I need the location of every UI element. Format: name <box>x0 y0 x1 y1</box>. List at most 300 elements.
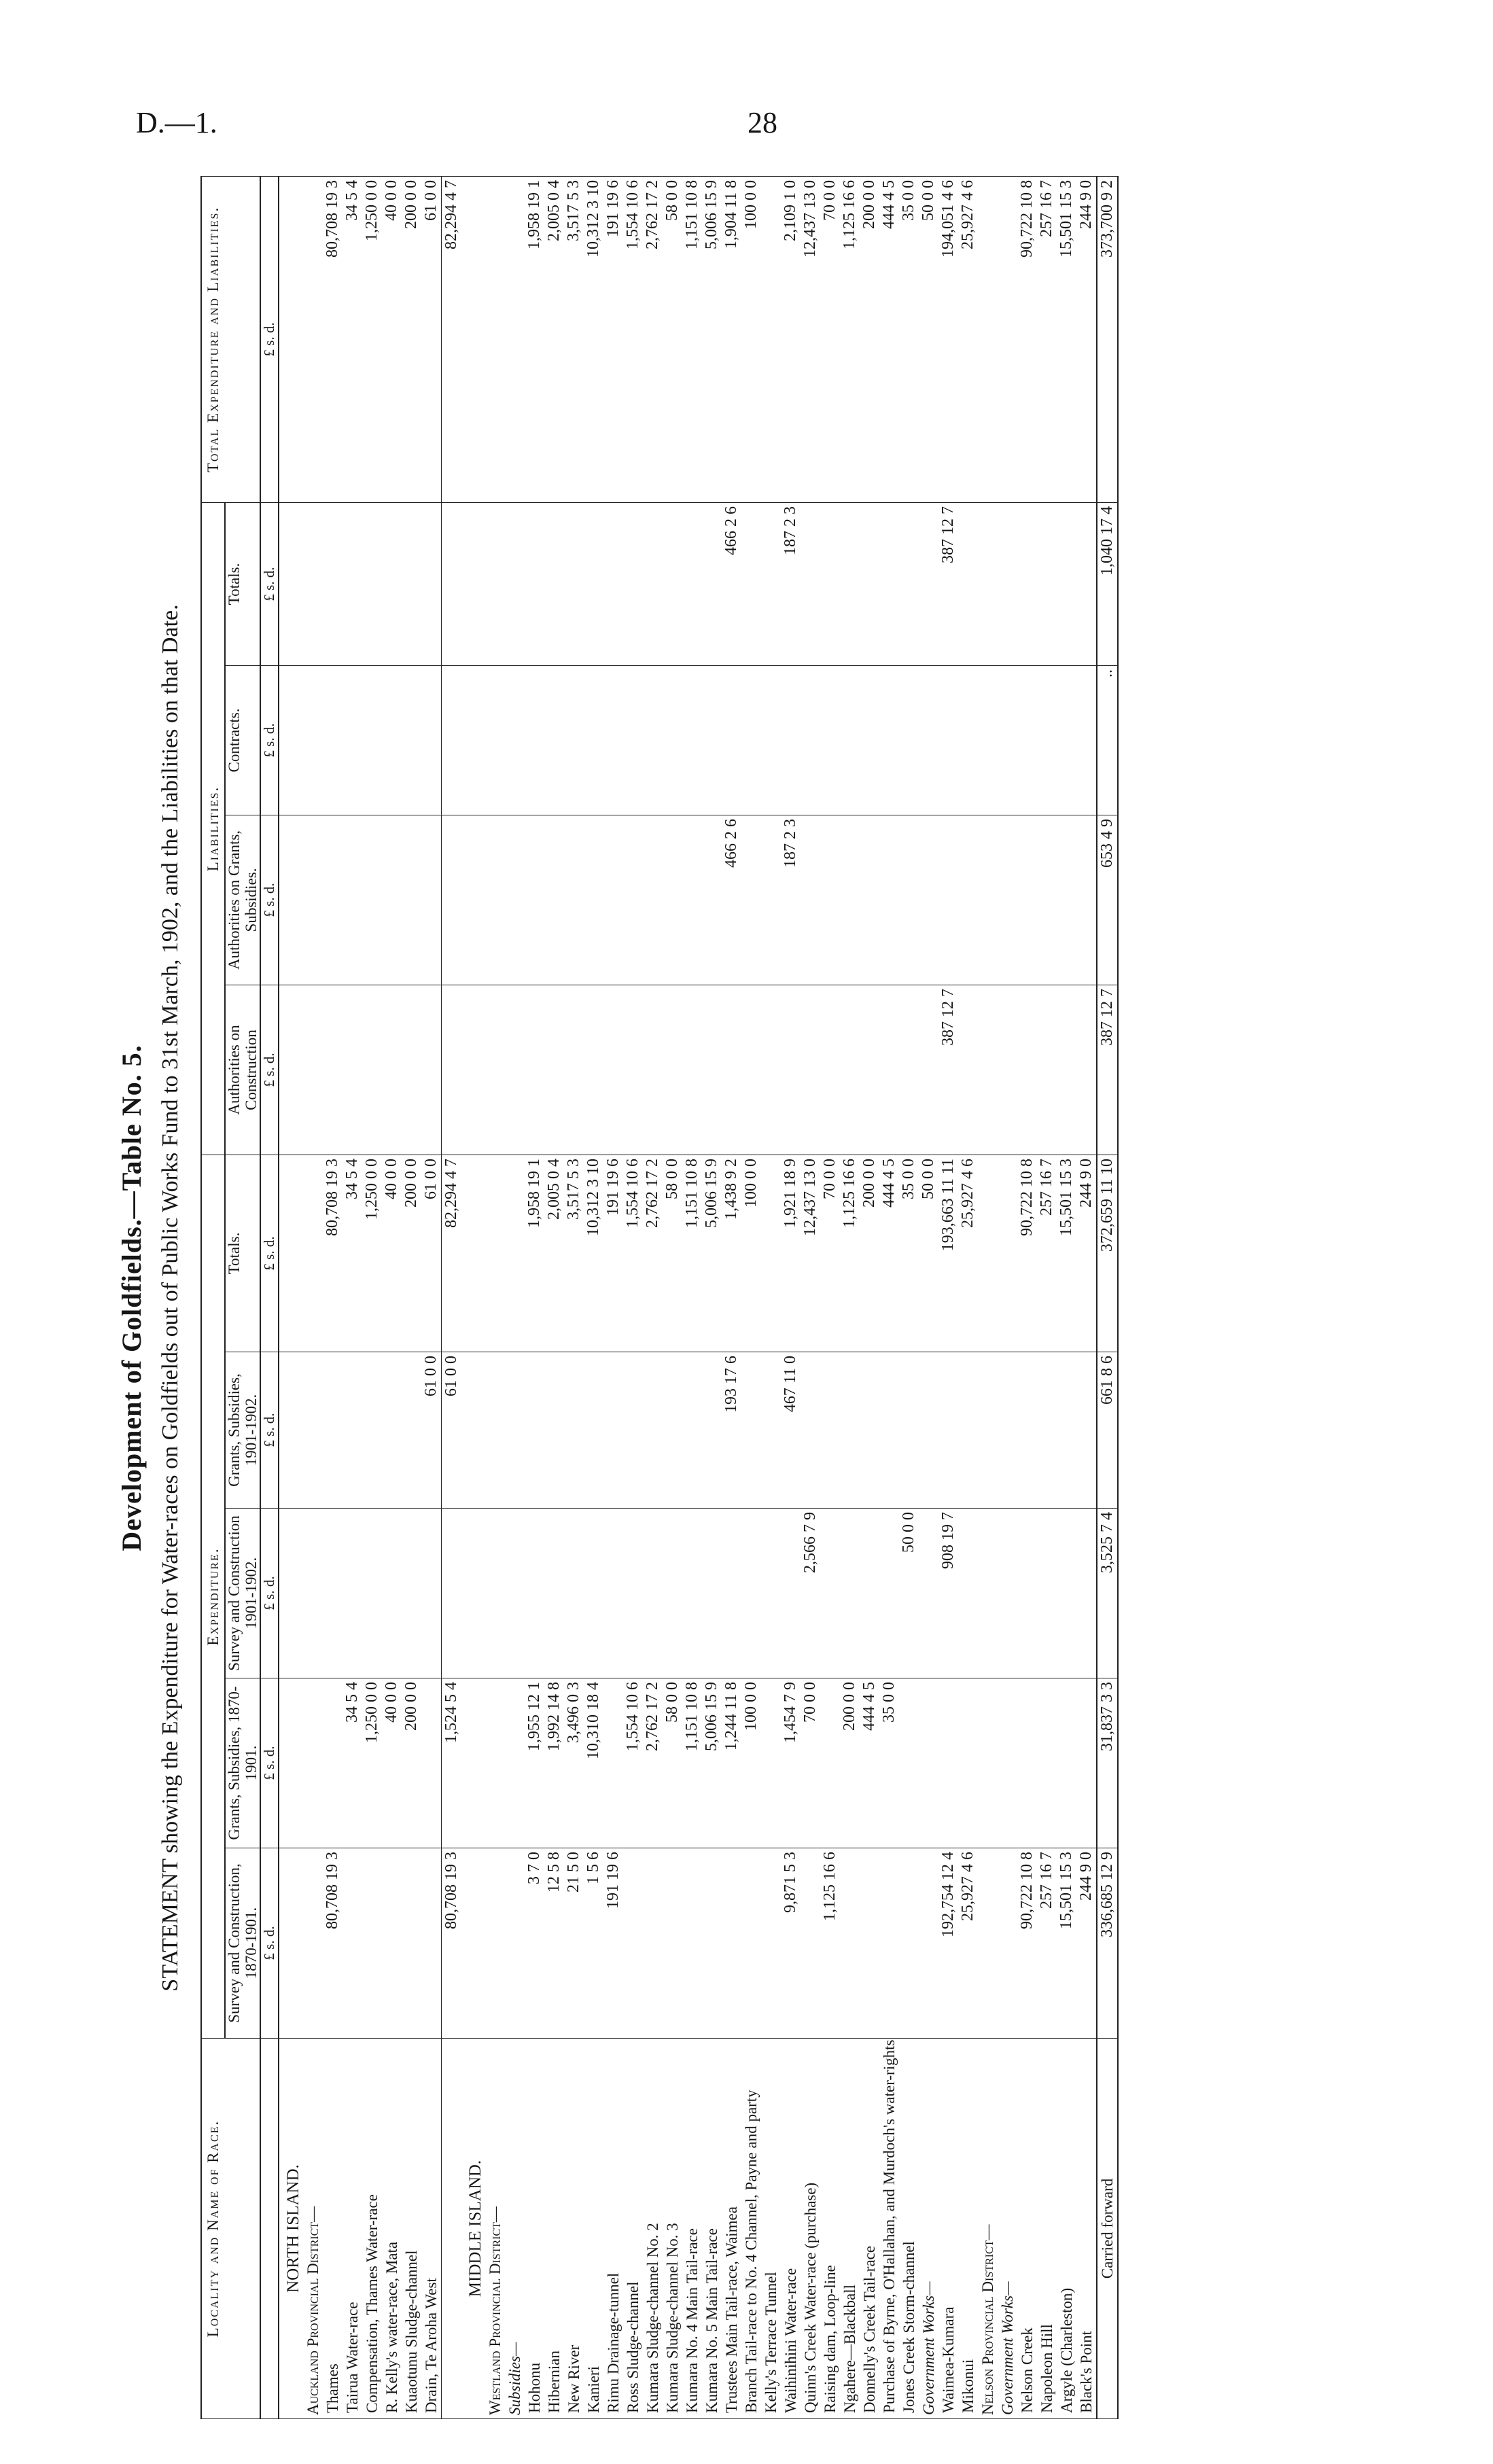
cell-c5: 80,708 19 3 <box>323 1155 342 1352</box>
cell-c10: 200 0 0 <box>860 176 879 502</box>
cell-c9 <box>402 502 421 665</box>
island-row <box>279 176 303 2418</box>
cell-c6 <box>919 985 938 1155</box>
cell-c1 <box>860 1848 879 2039</box>
cell-c10: 61 0 0 <box>421 176 442 502</box>
cell-c9 <box>879 502 899 665</box>
cell-c2: 31,837 3 3 <box>1097 1678 1118 1848</box>
cell-c5: 5,006 15 9 <box>702 1155 722 1352</box>
cell-c5 <box>279 1155 303 1352</box>
cell-c5: 70 0 0 <box>820 1155 840 1352</box>
cell-c6 <box>402 985 421 1155</box>
cell-c2: 200 0 0 <box>402 1678 421 1848</box>
row-label: Ross Sludge-channel <box>623 2039 643 2419</box>
cell-c7 <box>442 815 462 985</box>
cell-c8 <box>461 665 485 815</box>
unit-label: £ s. d. <box>260 502 279 665</box>
cell-c7 <box>978 815 998 985</box>
header-authorities-grants: Authorities on Grants, Subsidies. <box>225 815 260 985</box>
cell-c9: 187 2 3 <box>781 502 801 665</box>
row-label: Subsidies— <box>505 2039 525 2419</box>
cell-c7 <box>899 815 919 985</box>
cell-c9: 387 12 7 <box>938 502 958 665</box>
page-header <box>136 105 1357 146</box>
cell-c3 <box>722 1509 741 1678</box>
cell-c3 <box>682 1509 702 1678</box>
cell-c8 <box>761 665 781 815</box>
cell-c1 <box>421 1848 442 2039</box>
row-label: Quinn's Creek Water-race (purchase) <box>801 2039 820 2419</box>
cell-c2 <box>323 1678 342 1848</box>
cell-c8 <box>781 665 801 815</box>
cell-c2 <box>603 1678 623 1848</box>
row-label: Nelson Provincial District— <box>978 2039 998 2419</box>
cell-c7 <box>761 815 781 985</box>
row-label: Kelly's Terrace Tunnel <box>761 2039 781 2419</box>
cell-c5: 2,762 17 2 <box>643 1155 663 1352</box>
cell-c4 <box>279 1352 303 1509</box>
cell-c9 <box>998 502 1017 665</box>
cell-c1 <box>402 1848 421 2039</box>
cell-c8 <box>362 665 382 815</box>
cell-c7 <box>544 815 564 985</box>
cell-c6 <box>525 985 544 1155</box>
cell-c10: 1,151 10 8 <box>682 176 702 502</box>
row-label: Nelson Creek <box>1017 2039 1037 2419</box>
table-row <box>879 176 899 2418</box>
cell-c9 <box>544 502 564 665</box>
cell-c10: 15,501 15 3 <box>1057 176 1076 502</box>
cell-c2: 1,244 11 8 <box>722 1678 741 1848</box>
cell-c6 <box>978 985 998 1155</box>
cell-c5: 12,437 13 0 <box>801 1155 820 1352</box>
cell-c10 <box>998 176 1017 502</box>
cell-c2: 3,496 0 3 <box>564 1678 584 1848</box>
cell-c6 <box>860 985 879 1155</box>
cell-c6 <box>279 985 303 1155</box>
cell-c10: 1,250 0 0 <box>362 176 382 502</box>
cell-c6 <box>303 985 323 1155</box>
cell-c2: 100 0 0 <box>741 1678 761 1848</box>
cell-c2: 40 0 0 <box>382 1678 402 1848</box>
cell-c2 <box>958 1678 978 1848</box>
cell-c2: 444 4 5 <box>860 1678 879 1848</box>
cell-c5: 257 16 7 <box>1037 1155 1057 1352</box>
row-label: Kuaotunu Sludge-channel <box>402 2039 421 2419</box>
cell-c5 <box>485 1155 505 1352</box>
cell-c7 <box>623 815 643 985</box>
cell-c7 <box>421 815 442 985</box>
cell-c3 <box>584 1509 603 1678</box>
cell-c2 <box>938 1678 958 1848</box>
table-row <box>525 176 544 2418</box>
header-expenditure-totals: Totals. <box>225 1155 260 1352</box>
cell-c6 <box>899 985 919 1155</box>
cell-c4 <box>978 1352 998 1509</box>
cell-c1 <box>279 1848 303 2039</box>
cell-c10: 244 9 0 <box>1076 176 1097 502</box>
table-row <box>1017 176 1037 2418</box>
cell-c4: 467 11 0 <box>781 1352 801 1509</box>
cell-c1: 25,927 4 6 <box>958 1848 978 2039</box>
cell-c4 <box>303 1352 323 1509</box>
cell-c6 <box>584 985 603 1155</box>
table-row <box>362 176 382 2418</box>
cell-c3 <box>1057 1509 1076 1678</box>
cell-c4: 61 0 0 <box>421 1352 442 1509</box>
cell-c7 <box>998 815 1017 985</box>
cell-c7 <box>485 815 505 985</box>
table-row <box>820 176 840 2418</box>
table-row <box>840 176 860 2418</box>
cell-c6 <box>682 985 702 1155</box>
cell-c7 <box>505 815 525 985</box>
cell-c8 <box>603 665 623 815</box>
row-label: Kumara Sludge-channel No. 2 <box>643 2039 663 2419</box>
row-label: Waihinihini Water-race <box>781 2039 801 2419</box>
cell-c8 <box>1057 665 1076 815</box>
cell-c1: 3 7 0 <box>525 1848 544 2039</box>
cell-c1 <box>919 1848 938 2039</box>
header-locality: Locality and Name of Race. <box>201 2039 260 2419</box>
cell-c1 <box>303 1848 323 2039</box>
cell-c10: 2,005 0 4 <box>544 176 564 502</box>
cell-c8 <box>564 665 584 815</box>
cell-c3 <box>485 1509 505 1678</box>
header-grants-1870: Grants, Subsidies, 1870-1901. <box>225 1678 260 1848</box>
cell-c9 <box>663 502 682 665</box>
cell-c2 <box>998 1678 1017 1848</box>
cell-c9 <box>978 502 998 665</box>
island-row <box>461 176 485 2418</box>
cell-c5: 193,663 11 11 <box>938 1155 958 1352</box>
district-row <box>303 176 323 2418</box>
cell-c8 <box>1037 665 1057 815</box>
cell-c6 <box>741 985 761 1155</box>
cell-c9: 466 2 6 <box>722 502 741 665</box>
water-race-expenditure-table <box>200 176 1119 2419</box>
unit-label: £ s. d. <box>260 176 279 502</box>
cell-c1: 192,754 12 4 <box>938 1848 958 2039</box>
cell-c3 <box>544 1509 564 1678</box>
cell-c2 <box>485 1678 505 1848</box>
cell-c7 <box>741 815 761 985</box>
cell-c5: 200 0 0 <box>402 1155 421 1352</box>
cell-c8 <box>682 665 702 815</box>
cell-c4 <box>1017 1352 1037 1509</box>
cell-c4 <box>899 1352 919 1509</box>
cell-c4 <box>382 1352 402 1509</box>
cell-c1: 1,125 16 6 <box>820 1848 840 2039</box>
cell-c9 <box>919 502 938 665</box>
cell-c9 <box>303 502 323 665</box>
cell-c2 <box>919 1678 938 1848</box>
cell-c2: 70 0 0 <box>801 1678 820 1848</box>
cell-c9 <box>682 502 702 665</box>
cell-c8 <box>722 665 741 815</box>
cell-c1 <box>998 1848 1017 2039</box>
cell-c2: 35 0 0 <box>879 1678 899 1848</box>
cell-c9: 1,040 17 4 <box>1097 502 1118 665</box>
cell-c2: 1,454 7 9 <box>781 1678 801 1848</box>
cell-c5: 3,517 5 3 <box>564 1155 584 1352</box>
cell-c8: .. <box>1097 665 1118 815</box>
cell-c2 <box>1076 1678 1097 1848</box>
cell-c9 <box>421 502 442 665</box>
cell-c6 <box>1057 985 1076 1155</box>
cell-c1: 257 16 7 <box>1037 1848 1057 2039</box>
cell-c4 <box>323 1352 342 1509</box>
row-label <box>442 2039 462 2419</box>
cf-row <box>1097 176 1118 2418</box>
cell-c8 <box>860 665 879 815</box>
cell-c10: 1,554 10 6 <box>623 176 643 502</box>
cell-c3 <box>564 1509 584 1678</box>
cell-c3 <box>1017 1509 1037 1678</box>
cell-c10 <box>978 176 998 502</box>
cell-c6 <box>761 985 781 1155</box>
cell-c9 <box>1076 502 1097 665</box>
table-row <box>761 176 781 2418</box>
cell-c3 <box>603 1509 623 1678</box>
cell-c1: 21 5 0 <box>564 1848 584 2039</box>
cell-c8 <box>584 665 603 815</box>
cell-c9 <box>860 502 879 665</box>
cell-c2: 1,524 5 4 <box>442 1678 462 1848</box>
cell-c9 <box>801 502 820 665</box>
cell-c10: 444 4 5 <box>879 176 899 502</box>
row-label: Thames <box>323 2039 342 2419</box>
cell-c9 <box>899 502 919 665</box>
cell-c5 <box>303 1155 323 1352</box>
cell-c10: 50 0 0 <box>919 176 938 502</box>
cell-c8 <box>442 665 462 815</box>
cell-c10: 1,958 19 1 <box>525 176 544 502</box>
cell-c4: 661 8 6 <box>1097 1352 1118 1509</box>
cell-c1 <box>362 1848 382 2039</box>
header-expenditure-group: Expenditure. <box>201 1155 225 2038</box>
cell-c10: 2,109 1 0 <box>781 176 801 502</box>
cell-c2: 10,310 18 4 <box>584 1678 603 1848</box>
cell-c6 <box>485 985 505 1155</box>
cell-c5: 200 0 0 <box>860 1155 879 1352</box>
cell-c4 <box>682 1352 702 1509</box>
cell-c6 <box>342 985 362 1155</box>
row-label: Trustees Main Tail-race, Waimea <box>722 2039 741 2419</box>
cell-c3: 908 19 7 <box>938 1509 958 1678</box>
cell-c4 <box>402 1352 421 1509</box>
cell-c3 <box>919 1509 938 1678</box>
table-row <box>722 176 741 2418</box>
table-subtitle: STATEMENT showing the Expenditure for Water-races on Goldfields out of Public Works Fund to 31st March, 1902, and the Liabilities on that Date. <box>158 604 183 1992</box>
cell-c2: 5,006 15 9 <box>702 1678 722 1848</box>
cell-c3 <box>860 1509 879 1678</box>
table-row <box>741 176 761 2418</box>
cell-c4 <box>584 1352 603 1509</box>
cell-c8 <box>643 665 663 815</box>
cell-c10: 90,722 10 8 <box>1017 176 1037 502</box>
cell-c2 <box>899 1678 919 1848</box>
row-label: Raising dam, Loop-line <box>820 2039 840 2419</box>
cell-c6 <box>781 985 801 1155</box>
header-grants-1901: Grants, Subsidies, 1901-1902. <box>225 1352 260 1509</box>
row-label: New River <box>564 2039 584 2419</box>
cell-c1 <box>722 1848 741 2039</box>
cell-c3 <box>323 1509 342 1678</box>
cell-c9 <box>1057 502 1076 665</box>
cell-c10: 2,762 17 2 <box>643 176 663 502</box>
cell-c7 <box>382 815 402 985</box>
cell-c2: 1,151 10 8 <box>682 1678 702 1848</box>
cell-c9 <box>741 502 761 665</box>
cell-c4 <box>485 1352 505 1509</box>
table-row <box>623 176 643 2418</box>
table-row <box>958 176 978 2418</box>
cell-c7 <box>461 815 485 985</box>
cell-c1 <box>978 1848 998 2039</box>
cell-c7 <box>279 815 303 985</box>
cell-c6 <box>702 985 722 1155</box>
row-label: Donnelly's Creek Tail-race <box>860 2039 879 2419</box>
table-row <box>899 176 919 2418</box>
cell-c6 <box>564 985 584 1155</box>
cell-c3 <box>421 1509 442 1678</box>
cell-c6 <box>820 985 840 1155</box>
cell-c5: 1,958 19 1 <box>525 1155 544 1352</box>
cell-c3 <box>303 1509 323 1678</box>
district-row <box>485 176 505 2418</box>
cell-c5 <box>978 1155 998 1352</box>
cell-c1 <box>485 1848 505 2039</box>
cell-c8 <box>382 665 402 815</box>
cell-c9 <box>840 502 860 665</box>
cell-c10: 82,294 4 7 <box>442 176 462 502</box>
cell-c5: 1,438 9 2 <box>722 1155 741 1352</box>
row-label: Kumara No. 5 Main Tail-race <box>702 2039 722 2419</box>
cell-c7 <box>1037 815 1057 985</box>
row-label: Hibernian <box>544 2039 564 2419</box>
row-label: NORTH ISLAND. <box>279 2039 303 2419</box>
cell-c7 <box>663 815 682 985</box>
cell-c7 <box>958 815 978 985</box>
cell-c1 <box>702 1848 722 2039</box>
table-row <box>342 176 362 2418</box>
cell-c2 <box>421 1678 442 1848</box>
cell-c4 <box>860 1352 879 1509</box>
cell-c9 <box>603 502 623 665</box>
cell-c8 <box>485 665 505 815</box>
cell-c4 <box>461 1352 485 1509</box>
cell-c2 <box>1037 1678 1057 1848</box>
row-label: Government Works— <box>919 2039 938 2419</box>
cell-c8 <box>421 665 442 815</box>
cell-c7: 653 4 9 <box>1097 815 1118 985</box>
unit-label: £ s. d. <box>260 985 279 1155</box>
row-label: Westland Provincial District— <box>485 2039 505 2419</box>
cell-c3 <box>461 1509 485 1678</box>
cell-c9 <box>342 502 362 665</box>
cell-c4 <box>663 1352 682 1509</box>
cell-c1: 1 5 6 <box>584 1848 603 2039</box>
cell-c2 <box>1017 1678 1037 1848</box>
cell-c8 <box>998 665 1017 815</box>
cell-c4 <box>801 1352 820 1509</box>
cell-c10 <box>303 176 323 502</box>
cell-c4: 61 0 0 <box>442 1352 462 1509</box>
cell-c2: 1,955 12 1 <box>525 1678 544 1848</box>
cell-c5 <box>505 1155 525 1352</box>
cell-c4 <box>342 1352 362 1509</box>
cell-c1 <box>761 1848 781 2039</box>
cell-c7 <box>820 815 840 985</box>
cell-c6 <box>722 985 741 1155</box>
cell-c7 <box>840 815 860 985</box>
cell-c10: 80,708 19 3 <box>323 176 342 502</box>
report-reference: D.—1. <box>136 106 217 139</box>
cell-c5: 1,125 16 6 <box>840 1155 860 1352</box>
cell-c8 <box>801 665 820 815</box>
cell-c9 <box>1017 502 1037 665</box>
cell-c4 <box>525 1352 544 1509</box>
cell-c7 <box>938 815 958 985</box>
cell-c5 <box>998 1155 1017 1352</box>
cell-c10 <box>505 176 525 502</box>
cell-c1 <box>643 1848 663 2039</box>
cell-c3 <box>382 1509 402 1678</box>
table-row <box>382 176 402 2418</box>
cell-c7 <box>919 815 938 985</box>
cell-c8 <box>938 665 958 815</box>
unit-locality <box>260 2039 279 2419</box>
cell-c4 <box>564 1352 584 1509</box>
cell-c4 <box>702 1352 722 1509</box>
cell-c3 <box>1076 1509 1097 1678</box>
row-label: Auckland Provincial District— <box>303 2039 323 2419</box>
cell-c8 <box>741 665 761 815</box>
cell-c6 <box>643 985 663 1155</box>
cell-c6 <box>544 985 564 1155</box>
row-label: Mikonui <box>958 2039 978 2419</box>
cell-c2: 200 0 0 <box>840 1678 860 1848</box>
cell-c10: 200 0 0 <box>402 176 421 502</box>
cell-c10 <box>461 176 485 502</box>
cell-c3 <box>505 1509 525 1678</box>
cell-c3: 3,525 7 4 <box>1097 1509 1118 1678</box>
cell-c2: 1,250 0 0 <box>362 1678 382 1848</box>
row-label: Branch Tail-race to No. 4 Channel, Payne and party <box>741 2039 761 2419</box>
cell-c7 <box>1076 815 1097 985</box>
cat-row <box>998 176 1017 2418</box>
cell-c10: 10,312 3 10 <box>584 176 603 502</box>
header-contracts: Contracts. <box>225 665 260 815</box>
unit-label: £ s. d. <box>260 1509 279 1678</box>
table-row <box>860 176 879 2418</box>
cell-c4 <box>998 1352 1017 1509</box>
cell-c2 <box>1057 1678 1076 1848</box>
cell-c1 <box>879 1848 899 2039</box>
unit-label: £ s. d. <box>260 1352 279 1509</box>
cell-c7 <box>564 815 584 985</box>
cell-c4 <box>938 1352 958 1509</box>
cell-c7 <box>525 815 544 985</box>
cell-c10: 70 0 0 <box>820 176 840 502</box>
cell-c1: 80,708 19 3 <box>323 1848 342 2039</box>
cell-c1 <box>505 1848 525 2039</box>
cell-c1 <box>840 1848 860 2039</box>
cell-c8 <box>919 665 938 815</box>
cell-c1 <box>382 1848 402 2039</box>
cell-c6 <box>442 985 462 1155</box>
